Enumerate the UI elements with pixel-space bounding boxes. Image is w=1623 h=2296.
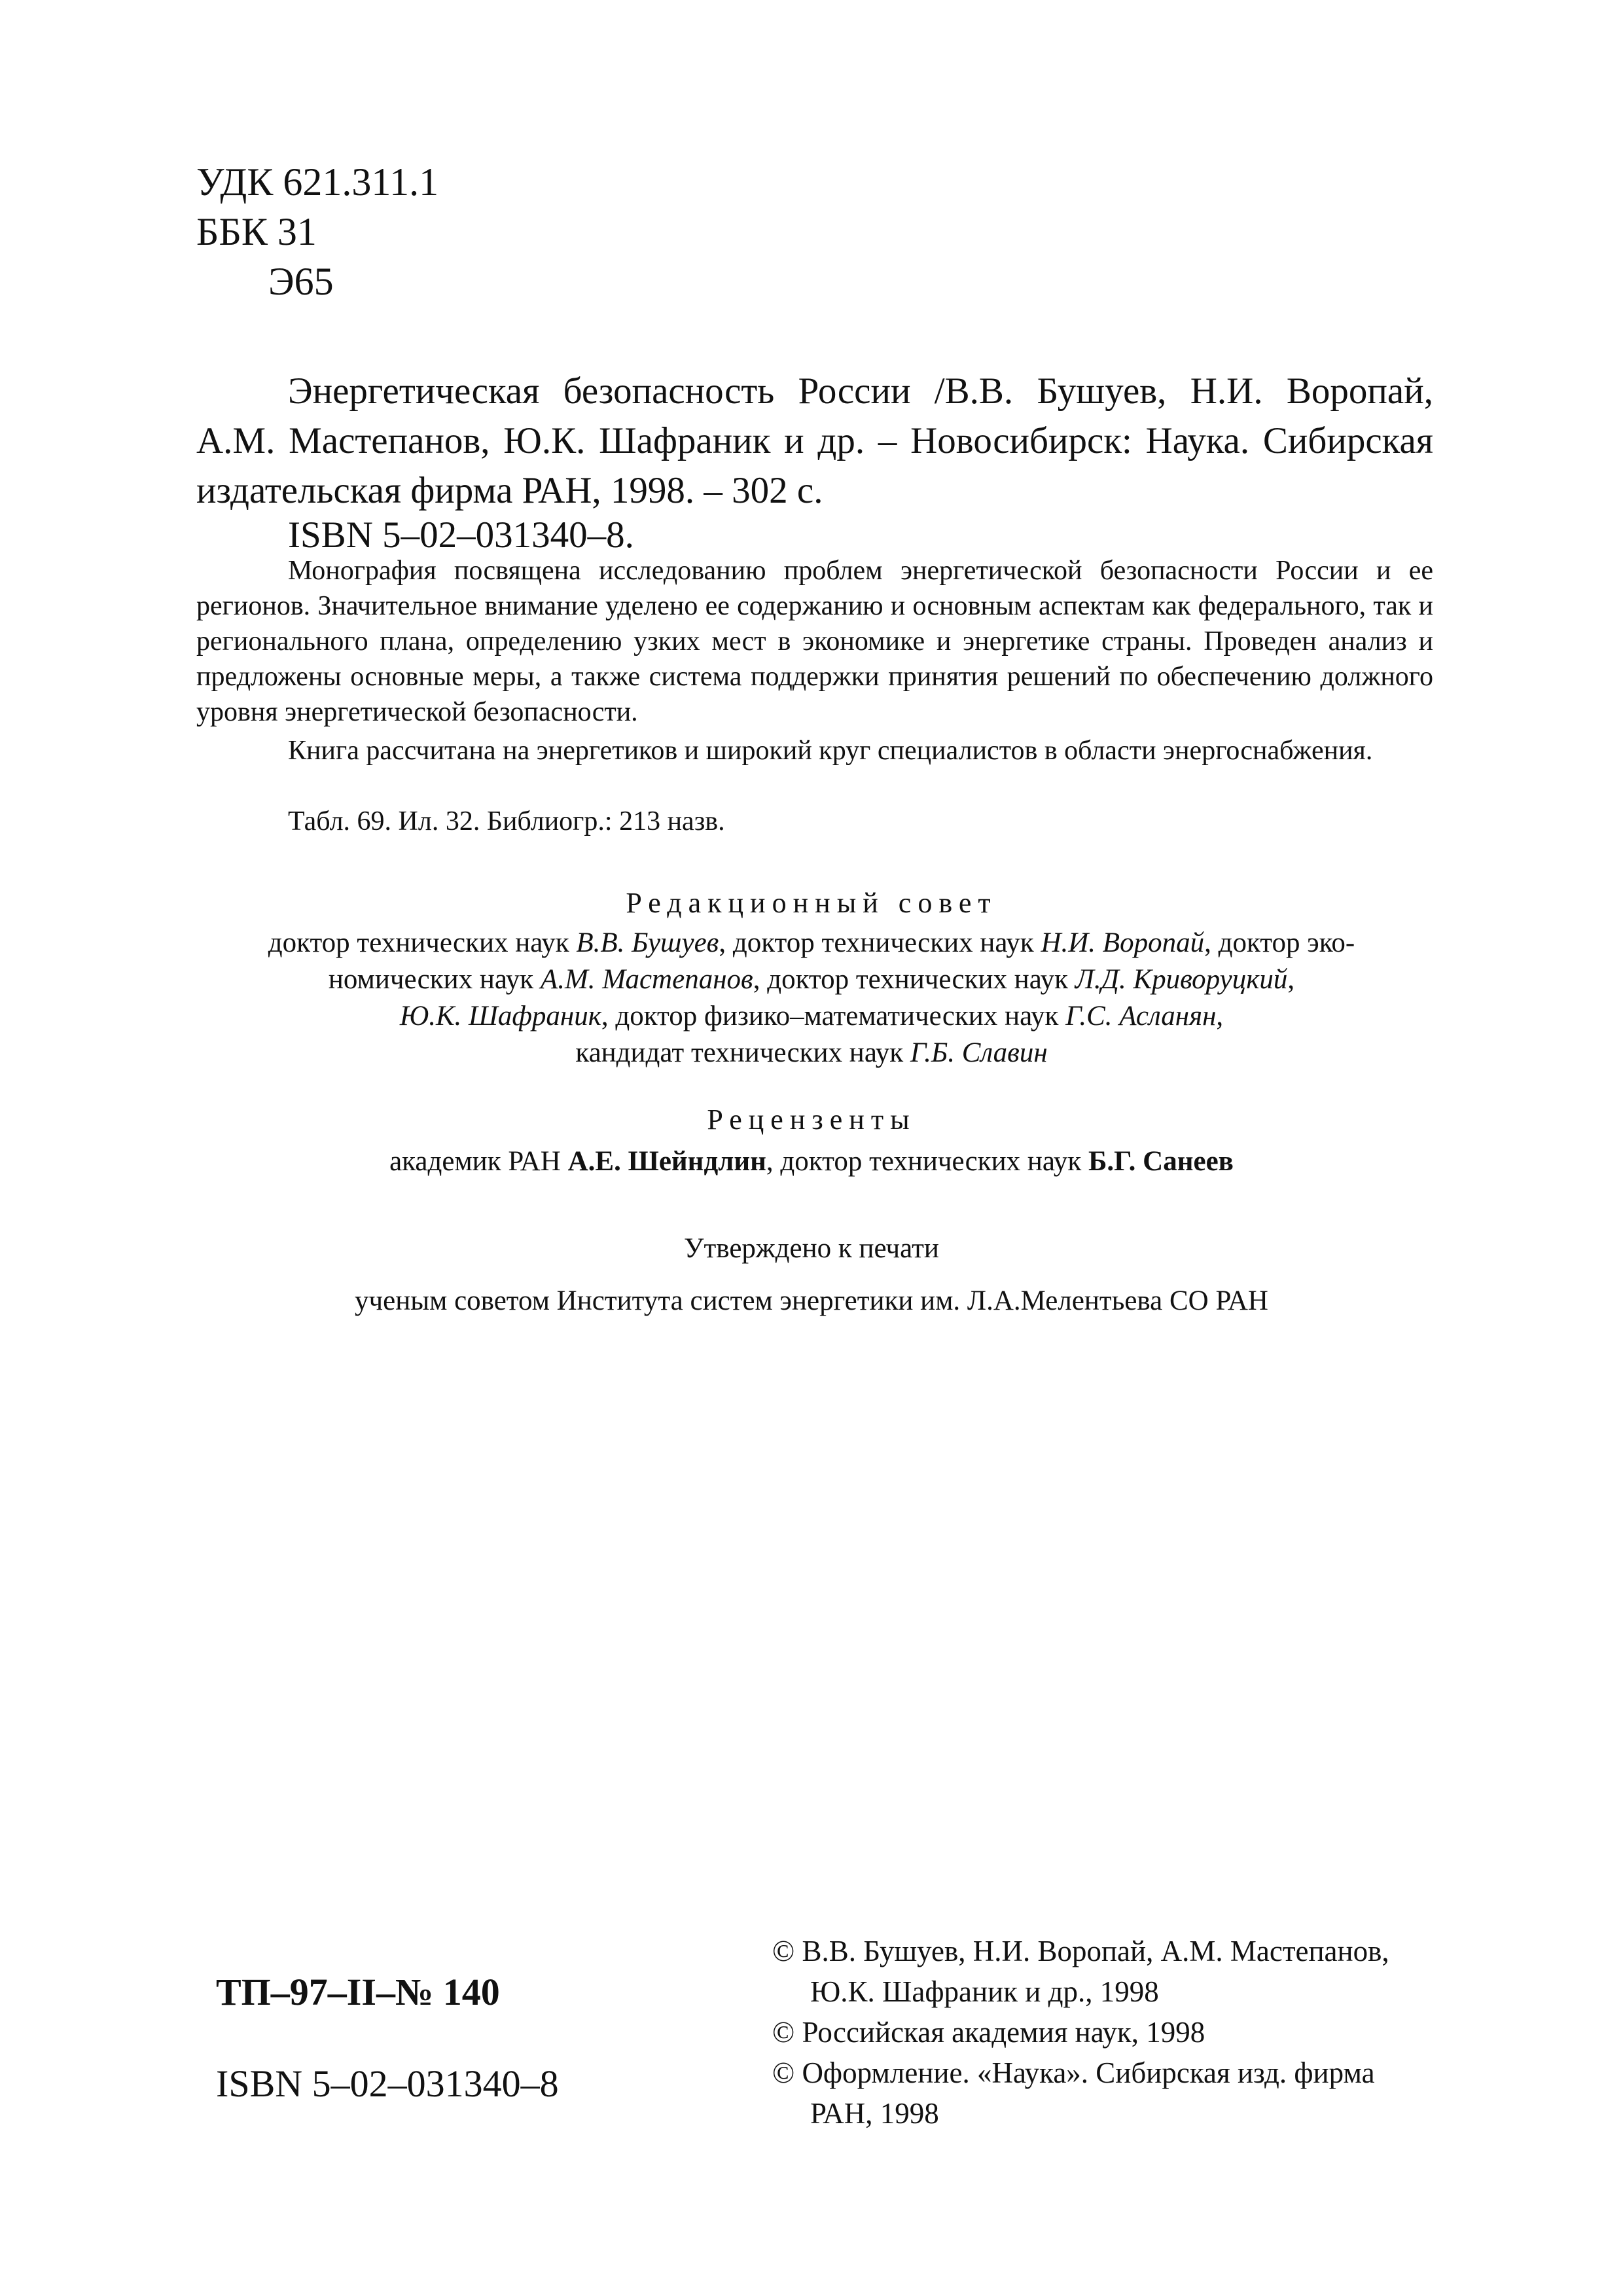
reviewers-list bbox=[183, 1143, 1440, 1180]
editorial-text: номических наук bbox=[328, 964, 541, 995]
editorial-board-line-4 bbox=[183, 1035, 1440, 1071]
editorial-text: , доктор технических наук bbox=[719, 927, 1041, 958]
bbk-code: ББК 31 bbox=[196, 210, 317, 253]
copyright-design-cont: РАН, 1998 bbox=[810, 2097, 939, 2130]
editor-name: Г.Б. Славин bbox=[910, 1037, 1048, 1068]
editor-name: Ю.К. Шафраник bbox=[399, 1001, 601, 1031]
copyright-authors: © В.В. Бушуев, Н.И. Воропай, А.М. Мастепанов, bbox=[772, 1935, 1389, 1967]
editorial-board-line-3 bbox=[183, 998, 1440, 1035]
reviewer-name: А.Е. Шейндлин bbox=[567, 1146, 766, 1177]
editorial-text: , доктор эко- bbox=[1204, 927, 1355, 958]
annotation-stats: Табл. 69. Ил. 32. Библиогр.: 213 назв. bbox=[288, 806, 725, 836]
editor-name: В.В. Бушуев bbox=[576, 927, 719, 958]
bibliographic-description: Энергетическая безопасность России /В.В. Бушуев, Н.И. Воропай, А.М. Мастепанов, Ю.К. Шафраник и др. – Новосибирск: Наука. Сибирская издательская фирма РАН, 1998. – 302 с. bbox=[196, 370, 1433, 511]
reviewer-name: Б.Г. Санеев bbox=[1088, 1146, 1234, 1177]
approval-heading: Утверждено к печати bbox=[684, 1233, 939, 1264]
udk-code: УДК 621.311.1 bbox=[196, 160, 439, 204]
editorial-board-list bbox=[183, 925, 1440, 1071]
annotation-paragraph-2: Книга рассчитана на энергетиков и широкий круг специалистов в области энергоснабжения. bbox=[288, 736, 1373, 766]
editorial-board-heading: Редакционный совет bbox=[626, 887, 997, 919]
editorial-text: , доктор технических наук bbox=[753, 964, 1075, 995]
editor-name: Г.С. Асланян bbox=[1065, 1001, 1217, 1031]
footer-isbn: ISBN 5–02–031340–8 bbox=[216, 2062, 559, 2105]
editor-name: Н.И. Воропай bbox=[1041, 927, 1205, 958]
editorial-text: , bbox=[1287, 964, 1295, 995]
tp-number: ТП–97–II–№ 140 bbox=[216, 1971, 500, 2013]
editorial-board-line-1 bbox=[183, 925, 1440, 961]
copyright-block bbox=[772, 1931, 1459, 2134]
annotation-paragraph-1: Монография посвящена исследованию проблем энергетической безопасности России и ее регионов. Значительное внимание уделено ее содержанию и основным аспектам как федерального, так и регионального плана, определению узких мест в экономике и энергетике страны. Проведен анализ и предложены основные меры, а также система поддержки принятия решений по обеспечению должного уровня энергетической безопасности. bbox=[196, 556, 1433, 727]
author-mark: Э65 bbox=[268, 260, 334, 303]
reviewer-text: , доктор технических наук bbox=[766, 1146, 1088, 1177]
copyright-design: © Оформление. «Наука». Сибирская изд. фирма bbox=[772, 2056, 1375, 2089]
editorial-text: доктор технических наук bbox=[268, 927, 577, 958]
copyright-academy: © Российская академия наук, 1998 bbox=[772, 2016, 1205, 2049]
editorial-text: кандидат технических наук bbox=[575, 1037, 910, 1068]
editor-name: Л.Д. Криворуцкий bbox=[1075, 964, 1288, 995]
editorial-text: , доктор физико–математических наук bbox=[601, 1001, 1066, 1031]
editorial-text: , bbox=[1216, 1001, 1224, 1031]
editor-name: А.М. Мастепанов bbox=[540, 964, 753, 995]
approval-text: ученым советом Института систем энергетики им. Л.А.Мелентьева СО РАН bbox=[355, 1285, 1268, 1316]
reviewer-text: академик РАН bbox=[389, 1146, 568, 1177]
bibliographic-isbn: ISBN 5–02–031340–8. bbox=[288, 514, 634, 556]
copyright-authors-cont: Ю.К. Шафраник и др., 1998 bbox=[810, 1975, 1159, 2008]
editorial-board-line-2 bbox=[183, 961, 1440, 998]
reviewers-heading: Рецензенты bbox=[707, 1103, 916, 1136]
